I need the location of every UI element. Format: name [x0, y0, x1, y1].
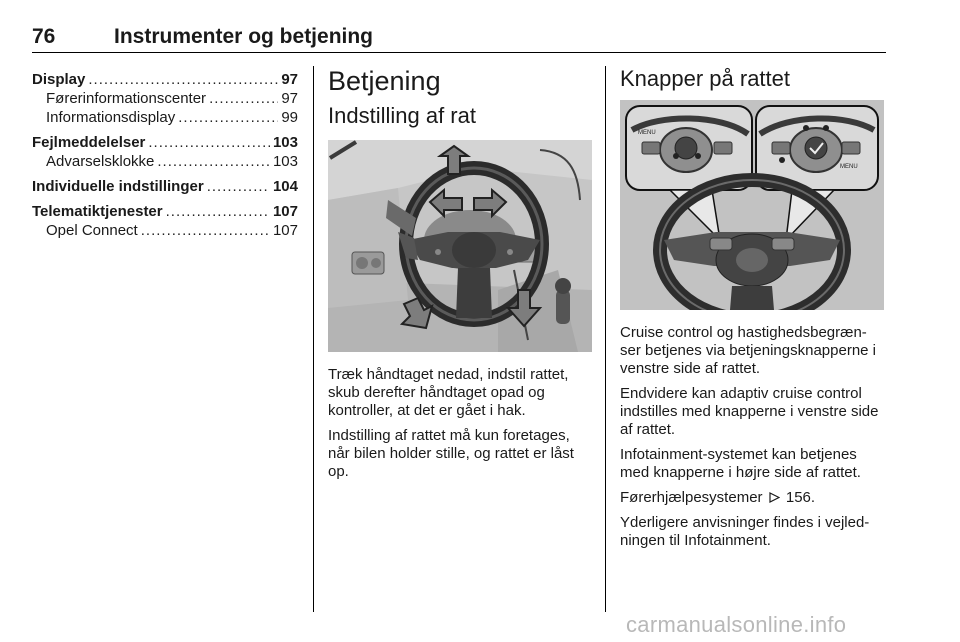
paragraph: Indstilling af rattet må kun foretages, når bilen holder stille, og rattet er låst op. — [328, 427, 574, 480]
page-header — [32, 24, 886, 53]
paragraph: Infotainment-systemet kan betjenes med knapperne i højre side af rattet. — [620, 446, 861, 481]
toc-entry-opel-connect[interactable]: Opel Connect ..... 107 — [32, 221, 298, 240]
menu-label: MENU — [840, 164, 858, 170]
page-reference-arrow-icon[interactable] — [769, 489, 780, 507]
toc-entry-display[interactable]: Display ..... 97 — [32, 70, 298, 89]
steering-adjustment-illustration — [328, 140, 592, 352]
steering-adjustment-column — [328, 64, 592, 488]
paragraph: Endvidere kan adaptiv cruise control indstilles med knapperne i venstre side af rattet. — [620, 385, 879, 438]
toc-entry-advarselsklokke[interactable]: Advarselsklokke ..... 103 — [32, 152, 298, 171]
section-heading: Betjening — [328, 66, 441, 96]
paragraph: Cruise control og hastighedsbegræn-ser betjenes via betjeningsknapperne i venstre side af rattet. — [620, 324, 877, 377]
paragraph: Træk håndtaget nedad, indstil rattet, skub derefter håndtaget opad og kontroller, at det er gået i hak. — [328, 366, 569, 419]
steering-buttons-column — [620, 64, 886, 557]
toc-entry-forerinformationscenter[interactable]: Førerinformationscenter ..... 97 — [32, 89, 298, 108]
steering-wheel-controls-illustration — [620, 100, 884, 310]
column-divider — [313, 66, 314, 612]
table-of-contents — [32, 70, 298, 240]
column-divider — [605, 66, 606, 612]
subsection-heading: Indstilling af rat — [328, 103, 476, 128]
toc-entry-fejlmeddelelser[interactable]: Fejlmeddelelser ..... 103 — [32, 133, 298, 152]
watermark: carmanualsonline.info — [626, 612, 847, 637]
menu-label: MENU — [638, 130, 656, 136]
reference-page[interactable]: 156. — [785, 489, 816, 506]
toc-entry-informationsdisplay[interactable]: Informationsdisplay ..... 99 — [32, 108, 298, 127]
chapter-title: Instrumenter og betjening — [114, 25, 374, 48]
page-number: 76 — [32, 25, 56, 48]
section-heading: Knapper på rattet — [620, 66, 791, 91]
reference-text: Førerhjælpesystemer — [620, 489, 763, 506]
toc-entry-individuelle-indstillinger[interactable]: Individuelle indstillinger ..... 104 — [32, 177, 298, 196]
cross-reference — [620, 489, 886, 507]
paragraph: Yderligere anvisninger findes i vejled-ningen til Infotainment. — [620, 514, 870, 549]
toc-entry-telematiktjenester[interactable]: Telematiktjenester ..... 107 — [32, 202, 298, 221]
